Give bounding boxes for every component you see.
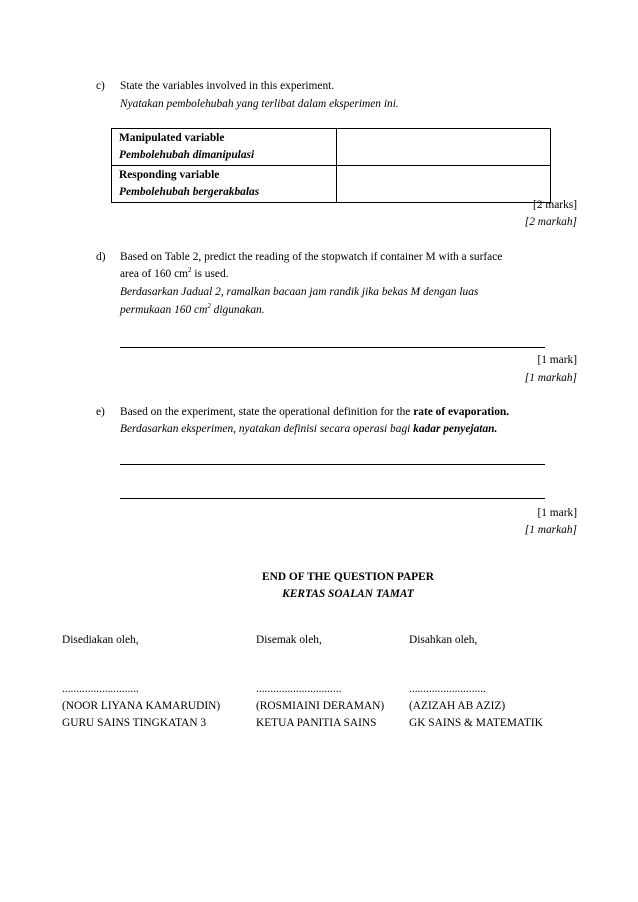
signature-title: GK SAINS & MATEMATIK <box>409 717 543 729</box>
question-d-text-ms-1: Berdasarkan Jadual 2, ramalkan bacaan jam randik jika bekas M dengan luas <box>120 286 479 298</box>
manipulated-variable-answer[interactable] <box>337 129 551 166</box>
answer-line-d[interactable] <box>120 347 545 348</box>
marks-d-ms: [1 markah] <box>524 372 577 384</box>
signature-block-checked <box>256 632 406 732</box>
signature-dots: .............................. <box>256 683 342 695</box>
end-title: END OF THE QUESTION PAPER <box>262 571 434 583</box>
manipulated-variable-label: Manipulated variable Pembolehubah dimanipulasi <box>112 129 337 166</box>
signature-dots: ........................... <box>62 683 139 695</box>
signature-name: (ROSMIAINI DERAMAN) <box>256 700 385 712</box>
question-e-letter: e) <box>96 406 105 418</box>
signature-dots: ........................... <box>409 683 486 695</box>
question-d-text-1: Based on Table 2, predict the reading of the stopwatch if container M with a surface <box>120 251 503 263</box>
question-c-text-ms: Nyatakan pembolehubah yang terlibat dalam eksperimen ini. <box>120 98 399 110</box>
signature-name: (NOOR LIYANA KAMARUDIN) <box>62 700 221 712</box>
table-row <box>112 166 551 203</box>
marks-e-ms: [1 markah] <box>524 524 577 536</box>
signature-block-prepared <box>62 632 252 732</box>
signature-role: Disemak oleh, <box>256 634 322 646</box>
signature-role: Disediakan oleh, <box>62 634 139 646</box>
responding-variable-answer[interactable] <box>337 166 551 203</box>
end-title-ms: KERTAS SOALAN TAMAT <box>282 588 414 600</box>
signature-title: KETUA PANITIA SAINS <box>256 717 377 729</box>
variables-table <box>111 128 551 203</box>
question-c-letter: c) <box>96 80 105 92</box>
signature-role: Disahkan oleh, <box>409 634 478 646</box>
question-d-text-ms-2: permukaan 160 $cm^2$ digunakan. <box>120 302 265 316</box>
marks-c-en: [2 marks] <box>533 199 577 211</box>
marks-e-en: [1 mark] <box>537 507 577 519</box>
answer-line-e-2[interactable] <box>120 498 545 499</box>
question-e-text: Based on the experiment, state the operational definition for the rate of evaporation. <box>120 406 510 418</box>
responding-variable-label: Responding variable Pembolehubah bergerakbalas <box>112 166 337 203</box>
table-row <box>112 129 551 166</box>
marks-c-ms: [2 markah] <box>524 216 577 228</box>
signature-title: GURU SAINS TINGKATAN 3 <box>62 717 207 729</box>
signature-block-approved <box>409 632 579 732</box>
question-d-text-2: area of 160 $cm^2$ is used. <box>120 266 229 280</box>
question-e-text-ms: Berdasarkan eksperimen, nyatakan definisi secara operasi bagi kadar penyejatan. <box>120 423 498 435</box>
answer-line-e-1[interactable] <box>120 464 545 465</box>
signature-name: (AZIZAH AB AZIZ) <box>409 700 506 712</box>
question-d-letter: d) <box>96 251 106 263</box>
question-c-text: State the variables involved in this experiment. <box>120 80 335 92</box>
marks-d-en: [1 mark] <box>537 354 577 366</box>
